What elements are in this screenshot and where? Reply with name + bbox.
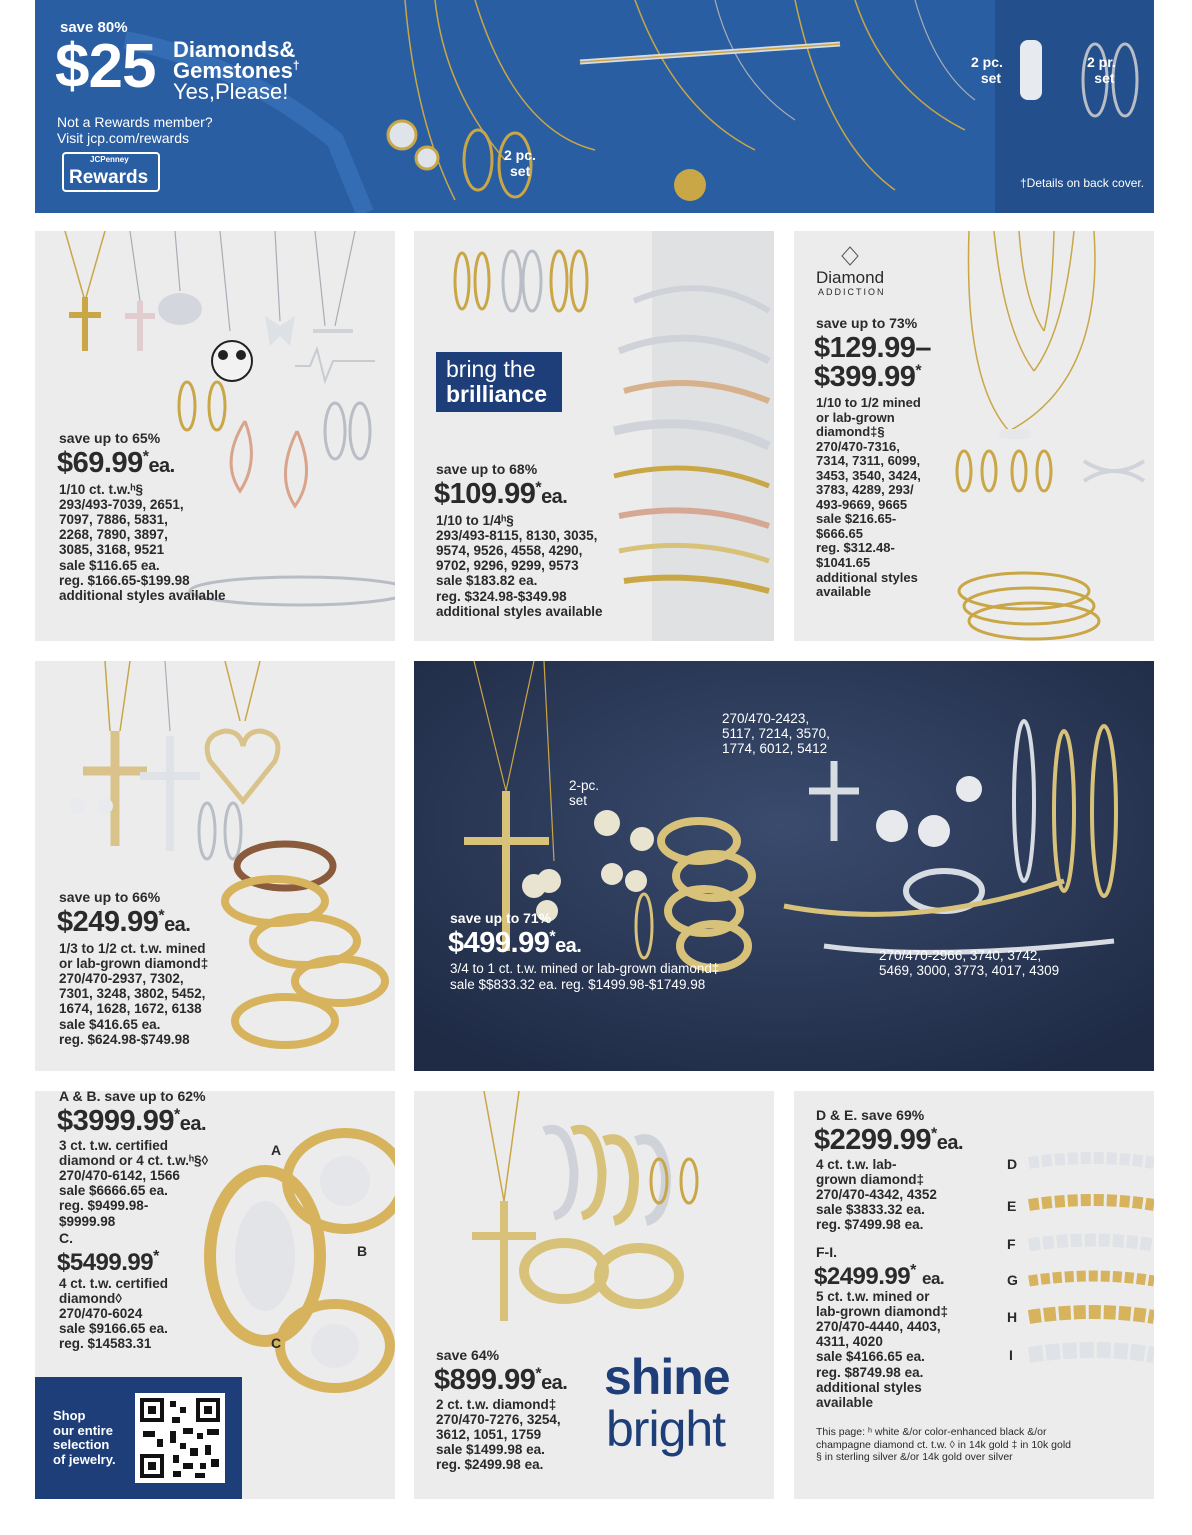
p3-save: save up to 73% [816,315,918,331]
p1-details: 1/10 ct. t.w.ʰ§ 293/493-7039, 2651, 7097, 7886, 5831, 2268, 7890, 3897, 3085, 3168, 9521 sale $116.65 ea. reg. $166.65-$199.98 additional styles available [59,482,226,603]
panel-certified-rings [35,1091,395,1499]
p2-tagline-1: bring the [446,356,536,382]
p6-details-ab: 3 ct. t.w. certified diamond or 4 ct. t.w.ʰ§◊ 270/470-6142, 1566 sale $6666.65 ea. reg. $9499.98- $9999.98 [59,1138,209,1229]
panel-shine-bright [414,1091,774,1499]
banner-price: $25 [55,32,156,101]
marker-c: C [271,1335,282,1351]
p5-save: save up to 71% [450,910,552,926]
marker-e: E [1007,1198,1017,1214]
p3-brand-1: Diamond [816,268,885,287]
bring-brilliance-tag [436,352,562,412]
p7-save: save 64% [436,1347,500,1363]
p5-detail-2: sale $$833.32 ea. reg. $1499.98-$1749.98 [450,977,706,992]
panel-crosses-rings [35,661,395,1071]
panel-diamond-collection [414,661,1154,1071]
banner-headline-3: Yes,Please! [173,79,289,104]
p5-codes-bottom: 270/470-2966, 3740, 3742, 5469, 3000, 3773, 4017, 4309 [879,948,1060,979]
p8-details-fi: 5 ct. t.w. mined or lab-grown diamond‡ 270/470-4440, 4403, 4311, 4020 sale $4166.65 ea. reg. $8749.98 ea. additional styles available [816,1289,949,1410]
p3-brand-2: ADDICTION [818,287,886,297]
banner-headline-1: Diamonds& [173,37,296,62]
banner-save: save 80% [60,19,128,36]
p5-detail-1: 3/4 to 1 ct. t.w. mined or lab-grown diamond‡ [450,961,720,976]
rewards-logo-big: Rewards [69,167,149,188]
p5-price: $499.99*ea. [448,927,582,959]
marker-h: H [1007,1309,1018,1325]
p7-tagline-1: shine [604,1349,730,1405]
p6-label-c: C. [59,1230,73,1246]
p6-details-c: 4 ct. t.w. certified diamond◊ 270/470-6024 sale $9166.65 ea. reg. $14583.31 [59,1276,169,1352]
p7-details: 2 ct. t.w. diamond‡ 270/470-7276, 3254, 3612, 1051, 1759 sale $1499.98 ea. reg. $2499.98 ea. [436,1397,561,1473]
qr-promo-box[interactable] [35,1377,242,1499]
p1-price: $69.99*ea. [57,447,175,479]
rewards-logo [62,152,160,192]
marker-f: F [1007,1236,1016,1252]
p2-details: 1/10 to 1/4ʰ§ 293/493-8115, 8130, 3035, 9574, 9526, 4558, 4290, 9702, 9296, 9299, 9573 sale $183.82 ea. reg. $324.98-$349.98 additional styles available [436,513,603,619]
panel-bracelets [414,231,774,641]
p6-save: A & B. save up to 62% [59,1091,206,1104]
member-line-1: Not a Rewards member? [57,114,213,130]
diamond-addiction-logo [816,246,906,306]
p7-price: $899.99*ea. [434,1364,568,1396]
promo-banner [35,0,1154,213]
p4-details: 1/3 to 1/2 ct. t.w. mined or lab-grown diamond‡ 270/470-2937, 7302, 7301, 3248, 3802, 5452, 1674, 1628, 1672, 6138 sale $416.65 ea. reg. $624.98-$749.98 [59,941,209,1047]
qr-code-icon[interactable] [135,1393,225,1483]
p8-footnote: This page: ʰ white &/or color-enhanced black &/or champagne diamond ct. t.w. ◊ in 14k gold ‡ in 10k gold § in sterling silver &/or 14k gold over silver [816,1426,1072,1464]
p6-price-c: $5499.99* [57,1248,159,1276]
p8-label-fi: F-I. [816,1244,837,1260]
p2-tagline-2: brilliance [446,381,547,407]
member-line-2[interactable]: Visit jcp.com/rewards [57,130,190,146]
p2-price: $109.99*ea. [434,478,568,510]
panel-tennis-bracelets [794,1091,1154,1499]
p8-details-de: 4 ct. t.w. lab- grown diamond‡ 270/470-4342, 4352 sale $3833.32 ea. reg. $7499.98 ea. [816,1157,937,1233]
banner-headline-2: Gemstones† [173,58,300,83]
set-label-c: 2 pc. set [504,147,536,179]
p8-save: D & E. save 69% [816,1107,925,1123]
banner-jewelry-illustration [35,0,1154,213]
p6-price: $3999.99*ea. [57,1105,207,1137]
panel-pendants-earrings [35,231,395,641]
panel-diamond-addiction [794,231,1154,641]
p3-details: 1/10 to 1/2 mined or lab-grown diamond‡§ 270/470-7316, 7314, 7311, 6099, 3453, 3540, 3424, 3783, 4289, 293/ 493-9669, 9665 sale $216.65- $666.65 reg. $312.48- $1041.65 additional styles available [816,395,921,600]
details-note: †Details on back cover. [1020,176,1145,190]
marker-b: B [357,1243,368,1259]
p4-save: save up to 66% [59,889,161,905]
marker-d: D [1007,1156,1018,1172]
p3-price-2: $399.99* [814,361,922,393]
qr-text: Shop our entire selection of jewelry. [53,1408,116,1467]
set-label-b: 2 pr. set [1087,54,1116,86]
rewards-logo-small: JCPenney [90,155,129,164]
p4-price: $249.99*ea. [57,906,191,938]
p7-tagline-2: bright [606,1401,726,1457]
set-label-a: 2 pc. set [971,54,1003,86]
p8-price-fi: $2499.99* ea. [814,1262,945,1290]
marker-g: G [1007,1272,1018,1288]
p2-save: save up to 68% [436,461,538,477]
p3-price-1: $129.99– [814,332,931,364]
p5-set-label: 2-pc. set [569,778,600,809]
p5-codes-top: 270/470-2423, 5117, 7214, 3570, 1774, 6012, 5412 [722,711,830,757]
p1-save: save up to 65% [59,430,161,446]
marker-a: A [271,1142,282,1158]
marker-i: I [1009,1347,1013,1363]
diamond-logo-icon [840,246,860,266]
p8-price: $2299.99*ea. [814,1124,964,1156]
